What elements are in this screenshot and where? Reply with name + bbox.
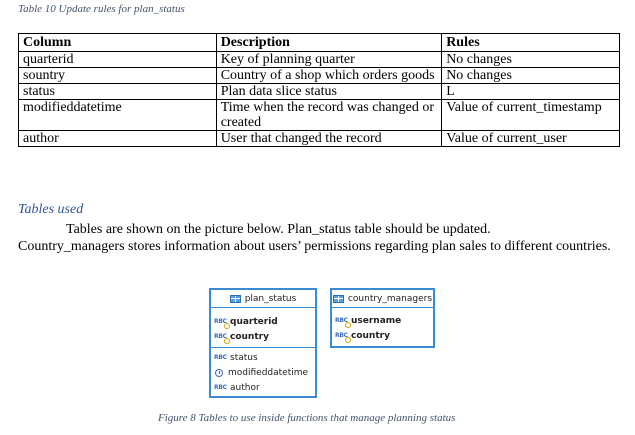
field-row [211, 380, 315, 395]
table-cell: Time when the record was changed or created [216, 100, 442, 131]
paragraph-line-2: Country_managers stores information about users’ permissions regarding plan sales to different countries. [18, 239, 611, 254]
table-cell: status [19, 84, 217, 100]
table-cell: Key of planning quarter [216, 52, 442, 68]
field-name: status [230, 352, 258, 363]
key-type-icon: RBC [214, 333, 230, 340]
table-cell: sountry [19, 68, 217, 84]
table-row [19, 131, 620, 147]
field-row [332, 328, 433, 343]
table-cell: Plan data slice status [216, 84, 442, 100]
table-cell: User that changed the record [216, 131, 442, 147]
country-managers-entity [330, 288, 435, 348]
field-row [211, 314, 315, 329]
field-name: author [230, 382, 260, 393]
text-type-icon: RBC [214, 354, 227, 361]
table-cell: author [19, 131, 217, 147]
table-cell: No changes [442, 52, 620, 68]
country-managers-header [332, 290, 433, 308]
table-cell: L [442, 84, 620, 100]
key-type-icon: RBC [335, 317, 351, 324]
field-name: country [351, 330, 390, 341]
table-cell: quarterid [19, 52, 217, 68]
table-caption: Table 10 Update rules for plan_status [18, 3, 185, 15]
table-cell: Country of a shop which orders goods [216, 68, 442, 84]
clock-icon [215, 369, 223, 377]
update-rules-table [18, 33, 620, 147]
table-header-row [19, 34, 620, 52]
plan-status-entity [209, 288, 317, 398]
key-type-icon: RBC [335, 332, 351, 339]
section-heading: Tables used [18, 202, 84, 217]
country-managers-title: country_managers [347, 293, 433, 304]
table-cell: modifieddatetime [19, 100, 217, 131]
field-divider [211, 347, 315, 348]
plan-status-header [211, 290, 315, 308]
plan-status-title: plan_status [244, 293, 297, 304]
table-row [19, 52, 620, 68]
text-type-icon: RBC [214, 384, 227, 391]
field-name: modifieddatetime [228, 367, 309, 378]
table-icon [230, 295, 241, 303]
rules-header: Rules [442, 34, 620, 52]
field-row [211, 350, 315, 365]
column-header: Column [19, 34, 217, 52]
key-type-icon: RBC [214, 318, 230, 325]
table-row [19, 68, 620, 84]
field-name: country [230, 331, 269, 342]
field-name: username [351, 315, 402, 326]
table-row [19, 84, 620, 100]
table-icon [333, 295, 344, 303]
body-paragraph [18, 221, 618, 255]
field-name: quarterid [230, 316, 278, 327]
description-header: Description [216, 34, 442, 52]
paragraph-line-1: Tables are shown on the picture below. Plan_status table should be updated. [66, 222, 491, 237]
field-row [211, 329, 315, 344]
field-row [211, 365, 315, 380]
figure-caption: Figure 8 Tables to use inside functions that manage planning status [158, 412, 456, 424]
table-cell: No changes [442, 68, 620, 84]
table-row [19, 100, 620, 131]
table-cell: Value of current_timestamp [442, 100, 620, 131]
table-cell: Value of current_user [442, 131, 620, 147]
field-row [332, 313, 433, 328]
